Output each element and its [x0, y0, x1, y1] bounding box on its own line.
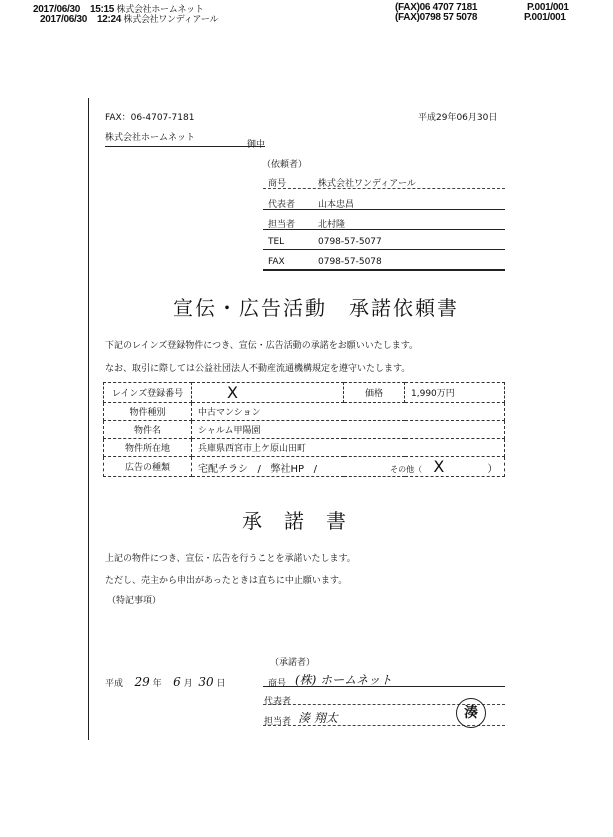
fax-number: (FAX)06 4707 7181: [395, 2, 478, 13]
fax-sender: 株式会社ホームネット: [116, 4, 204, 14]
requester-label: （依頼者）: [262, 160, 308, 170]
representative-label: 代表者: [264, 697, 292, 707]
consent-paragraph: ただし、売主から申出があったときは直ちに中止願います。: [105, 576, 348, 586]
reins-number-value: X: [192, 383, 344, 403]
day-label: 日: [216, 679, 226, 689]
consenter-label: （承諾者）: [270, 658, 316, 668]
table-row: [104, 383, 505, 403]
consent-date: [105, 675, 226, 689]
separator: /: [257, 464, 261, 475]
consent-title: 承諾書: [242, 509, 368, 533]
field-label: 担当者: [268, 220, 296, 230]
separator: /: [313, 464, 317, 475]
consent-paragraph: 上記の物件につき、宣伝・広告を行うことを承諾いたします。: [105, 554, 356, 564]
reins-number-label: レインズ登録番号: [104, 383, 192, 403]
property-table: [103, 382, 505, 477]
request-title: 宣伝・広告活動 承諾依頼書: [173, 296, 459, 320]
company-value: (株) ホームネット: [295, 673, 393, 687]
table-row: [104, 457, 505, 477]
field-label: FAX: [268, 257, 285, 267]
day: 30: [198, 675, 214, 689]
year-label: 年: [152, 679, 162, 689]
field-value: 株式会社ワンディアール: [318, 179, 416, 189]
request-date: 平成29年06月30日: [418, 113, 498, 123]
bracket: ）: [487, 464, 498, 475]
fax-header-line-2: [40, 12, 218, 25]
field-value: 北村隆: [318, 220, 346, 230]
staff-label: 担当者: [264, 717, 292, 727]
field-label: TEL: [268, 237, 285, 247]
field-value: 0798-57-5078: [318, 257, 382, 267]
fax-time: 12:24: [96, 14, 122, 25]
ad-other-value: X: [433, 457, 445, 476]
ad-option-flyer: 宅配チラシ: [198, 464, 248, 475]
fax-number: (FAX)0798 57 5078: [395, 12, 478, 23]
table-row: [104, 403, 505, 421]
field-label: 商号: [268, 179, 287, 189]
seal-stamp: 湊: [456, 698, 486, 728]
ad-option-website: 弊社HP: [270, 464, 305, 475]
month: 6: [173, 675, 181, 689]
company-label: 商号: [268, 679, 287, 689]
fax-date: 2017/06/30: [33, 4, 81, 15]
recipient-name: 株式会社ホームネット: [105, 133, 196, 143]
ad-type-value: [192, 457, 505, 477]
request-paragraph: なお、取引に際しては公益社団法人不動産流通機構規定を遵守いたします。: [105, 364, 411, 374]
fax-time: 15:15: [89, 4, 115, 15]
property-name-label: 物件名: [104, 421, 192, 439]
fax-page: P.001/001: [524, 12, 566, 23]
field-value: 山本忠昌: [318, 200, 355, 210]
fax-sender: 株式会社ワンディアール: [123, 14, 219, 24]
property-address-value: 兵庫県西宮市上ケ原山田町: [192, 439, 505, 457]
table-row: [104, 421, 505, 439]
field-value: 0798-57-5077: [318, 237, 382, 247]
field-label: 代表者: [268, 200, 296, 210]
month-label: 月: [183, 679, 193, 689]
table-row: [104, 439, 505, 457]
property-type-label: 物件種別: [104, 403, 192, 421]
year: 29: [134, 675, 150, 689]
request-paragraph: 下記のレインズ登録物件につき、宣伝・広告活動の承諾をお願いいたします。: [105, 341, 419, 351]
price-label: 価格: [344, 383, 405, 403]
fax-page: P.001/001: [527, 2, 569, 13]
property-type-value: 中古マンション: [192, 403, 505, 421]
staff-value: 湊 翔太: [298, 711, 338, 725]
price-value: 1,990万円: [405, 383, 505, 403]
ad-type-label: 広告の種類: [104, 457, 192, 477]
ad-option-other: その他（: [390, 465, 423, 474]
recipient-fax: FAX：06-4707-7181: [105, 113, 195, 123]
era: 平成: [105, 679, 124, 689]
property-address-label: 物件所在地: [104, 439, 192, 457]
notes-label: （特記事項）: [107, 596, 162, 606]
fax-date: 2017/06/30: [40, 14, 88, 25]
honorific: 御中: [247, 140, 266, 150]
property-name-value: シャルム甲陽園: [192, 421, 505, 439]
